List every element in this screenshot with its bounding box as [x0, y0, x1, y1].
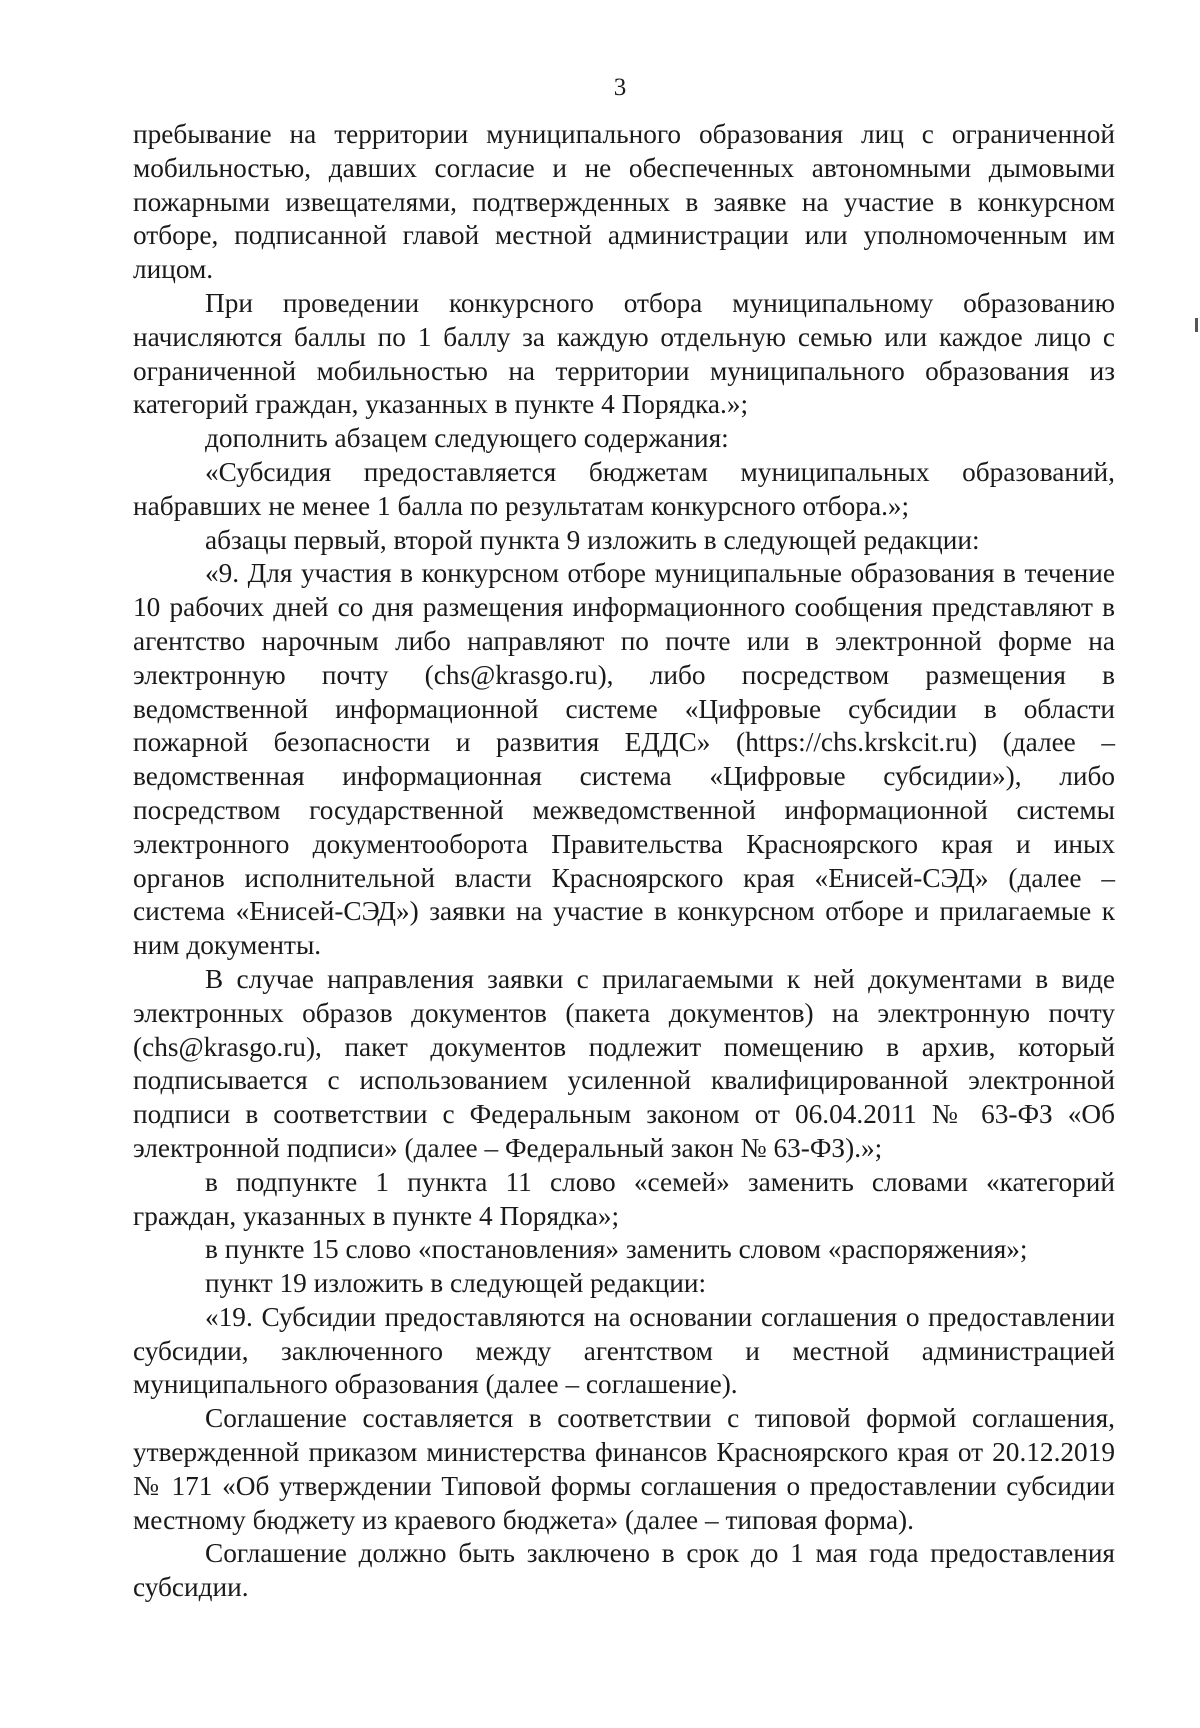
paragraph: Соглашение составляется в соответствии с типовой формой соглашения, утвержденной приказом министерства финансов Красноярского края от 20.12.2019 № 171 «Об утверждении Типовой формы соглашения о предоставлении субсидии местному бюджету из краевого бюджета» (далее – типовая форма). — [133, 1403, 1115, 1535]
paragraph: в пункте 15 слово «постановления» заменить словом «распоряжения»; — [205, 1234, 1028, 1265]
page-number: 3 — [613, 74, 627, 101]
paragraph: «Субсидия предоставляется бюджетам муниципальных образований, набравших не менее 1 балла по результатам конкурсного отбора.»; — [133, 456, 1115, 521]
paragraph: абзацы первый, второй пункта 9 изложить в следующей редакции: — [205, 524, 980, 555]
paragraph: пункт 19 изложить в следующей редакции: — [205, 1268, 707, 1299]
paragraph: в подпункте 1 пункта 11 слово «семей» заменить словами «категорий граждан, указанных в пункте 4 Порядка»; — [133, 1166, 1115, 1231]
paragraph: При проведении конкурсного отбора муниципальному образованию начисляются баллы по 1 баллу за каждую отдельную семью или каждое лицо с ограниченной мобильностью на территории муниципального образования из категорий граждан, указанных в пункте 4 Порядка.»; — [133, 287, 1115, 420]
document-body — [133, 118, 1115, 1605]
paragraph: «19. Субсидии предоставляются на основании соглашения о предоставлении субсидии, заключенного между агентством и местной администрацией муниципального образования (далее – соглашение). — [133, 1301, 1115, 1400]
paragraph: «9. Для участия в конкурсном отборе муниципальные образования в течение 10 рабочих дней со дня размещения информационного сообщения представляют в агентство нарочным либо направляют по почте или в электронной форме на электронную почту (chs@krasgo.ru), либо посредством размещения в ведомственной информационной системе «Цифровые субсидии в области пожарной безопасности и развития ЕДДС» (https://chs.krskcit.ru) (далее – ведомственная информационная система «Цифровые субсидии»), либо посредством государственной межведомственной информационной системы электронного документооборота Правительства Красноярского края и иных органов исполнительной власти Красноярского края «Енисей-СЭД» (далее – система «Енисей-СЭД») заявки на участие в конкурсном отборе и прилагаемые к ним документы. — [133, 558, 1115, 961]
paragraph: В случае направления заявки с прилагаемыми к ней документами в виде электронных образов документов (пакета документов) на электронную почту (chs@krasgo.ru), пакет документов подлежит помещению в архив, который подписывается с использованием усиленной квалифицированной электронной подписи в соответствии с Федеральным законом от 06.04.2011 № 63-ФЗ «Об электронной подписи» (далее – Федеральный закон № 63-ФЗ).»; — [133, 963, 1115, 1163]
paragraph-continuation: пребывание на территории муниципального образования лиц с ограниченной мобильностью, давших согласие и не обеспеченных автономными дымовыми пожарными извещателями, подтвержденных в заявке на участие в конкурсном отборе, подписанной главой местной администрации или уполномоченным им лицом. — [133, 119, 1115, 285]
paragraph: дополнить абзацем следующего содержания: — [205, 423, 729, 454]
paragraph: Соглашение должно быть заключено в срок до 1 мая года предоставления субсидии. — [133, 1538, 1115, 1603]
scan-edge-mark — [1195, 318, 1198, 332]
